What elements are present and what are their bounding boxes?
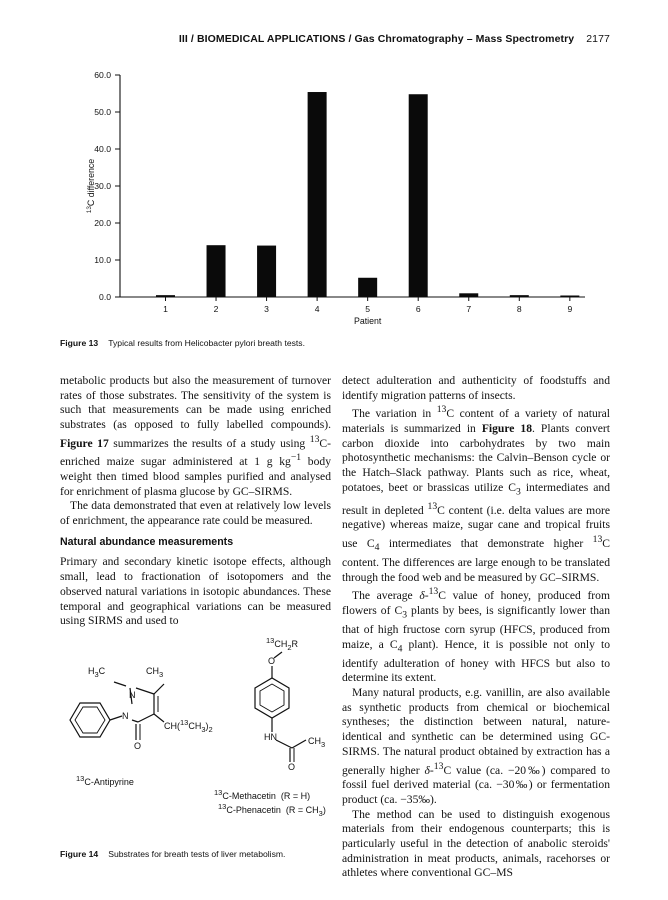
x-axis-title: Patient xyxy=(353,316,382,326)
left-paragraph-3: Primary and secondary kinetic isotope effects, although small, lead to fractionation of isotopomers and the observed natural variations in isotopic abundances. These temporal and geographical variations can be measured using SIRMS and used to xyxy=(60,555,331,628)
atom-hn: HN xyxy=(264,732,277,742)
right-paragraph-2: The variation in $^{13}$C content of a variety of natural materials is summarized in Figure 18. Plants convert carbon dioxide into carbohydrates by two main photosynthetic mechanisms: the Calvin–Benson cycle or the Hatch–Slack pathway. Plants such as rice, wheat, potatoes, beet or brassicas utilize $C_3$ intermediates and result in depleted $^{13}$C content (i.e. delta values are more negative) whereas maize, sugar cane and tropical fruits use $C_4$ intermediates that demonstrate higher $^{13}$C content. The differences are large enough to be translated through the food web and be measured by GC–SIRMS. xyxy=(342,404,611,584)
x-tick-label: 5 xyxy=(365,304,371,314)
figure-14-label: Figure 14 xyxy=(60,849,99,859)
chart-labels xyxy=(86,70,572,326)
x-tick-label: 7 xyxy=(466,304,472,314)
atom-ch2r: $^{13}CH_2R$ xyxy=(266,636,299,652)
bar-patient-1 xyxy=(156,295,175,297)
chart-bars xyxy=(156,92,579,297)
atom-ch3-right: $CH_3$ xyxy=(308,736,326,749)
bar-patient-9 xyxy=(560,296,579,298)
atom-ch-label: $CH(^{13}CH_3)_2$ xyxy=(164,718,213,734)
bar-patient-8 xyxy=(510,295,529,297)
x-tick-label: 6 xyxy=(415,304,421,314)
bar-chart xyxy=(60,60,590,330)
y-tick-label: 20.0 xyxy=(94,218,111,229)
right-column xyxy=(342,374,610,881)
header-title: III / BIOMEDICAL APPLICATIONS / Gas Chromatography – Mass Spectrometry xyxy=(178,33,575,45)
x-tick-label: 9 xyxy=(567,304,573,314)
x-tick-label: 4 xyxy=(314,304,320,314)
left-paragraph-2: The data demonstrated that even at relatively low levels of enrichment, the appearance rate could be measured. xyxy=(60,499,331,528)
x-tick-label: 3 xyxy=(264,304,269,314)
y-tick-label: 40.0 xyxy=(94,144,111,155)
atom-ch3-top: $CH_3$ xyxy=(146,666,164,679)
right-paragraph-4: Many natural products, e.g. vanillin, are also available as synthetic products from chemical or biochemical syntheses; the distinction between natural, nature-identical and synthetic can be determined using GC-SIRMS. The natural product obtained by extraction has a generally higher δ-$^{13}$C value (ca. −20‰) compared to fossil fuel derived material (ca. −30‰) or fermentation product (ca. −35‰). xyxy=(342,686,610,806)
y-tick-label: 10.0 xyxy=(94,255,111,266)
atom-o1: O xyxy=(134,741,142,751)
running-header xyxy=(0,33,610,45)
bar-patient-3 xyxy=(257,246,276,297)
phenacetin-name: $^{13}$C-Phenacetin $(R = CH_3)$ xyxy=(218,802,326,818)
methacetin-name: $^{13}$C-Methacetin (R = H) xyxy=(214,788,311,801)
right-paragraph-3: The average δ-$^{13}$C value of honey, produced from flowers of $C_3$ plants by bees, is significantly lower than that of high fructose corn syrup (HFCS, produced from maize, a $C_4$ plant). Hence, it is possible not only to identify adulteration of honey with HFCS but also to determine its extent. xyxy=(342,586,610,685)
figure-13-caption xyxy=(60,338,305,348)
y-axis-title: $^{13}$C difference xyxy=(86,158,96,214)
y-tick-label: 50.0 xyxy=(94,107,111,118)
y-tick-label: 0.0 xyxy=(99,292,111,303)
figure-14-caption xyxy=(60,849,285,859)
bar-patient-7 xyxy=(459,293,478,297)
atom-h3c: $H_3C$ xyxy=(88,666,106,679)
page-number: 2177 xyxy=(586,33,610,45)
x-tick-label: 8 xyxy=(516,304,522,314)
antipyrine-name: $^{13}$C-Antipyrine xyxy=(76,774,134,787)
y-tick-label: 30.0 xyxy=(94,181,111,192)
left-paragraph-1: metabolic products but also the measurement of turnover rates of those substrates. The sensitivity of the system is such that measurements can be made using enriched substrates (as opposed to fully labelled compounds). Figure 17 summarizes the results of a study using $^{13}$C-enriched maize sugar administered at 1 g $kg^{-1}$ body weight then timed blood samples purified and analysed for enrichment of plasma glucose by GC–SIRMS. xyxy=(60,374,331,498)
atom-o3: O xyxy=(288,762,296,772)
bar-patient-4 xyxy=(308,92,327,297)
left-column xyxy=(60,374,331,629)
x-tick-label: 1 xyxy=(163,304,168,314)
atom-o2: O xyxy=(268,656,276,666)
figure-13-label: Figure 13 xyxy=(60,338,99,348)
right-paragraph-1: detect adulteration and authenticity of foodstuffs and identify migration patterns of insects. xyxy=(342,374,610,402)
atom-n1: N xyxy=(129,690,136,700)
figure-13-text: Typical results from Helicobacter pylori breath tests. xyxy=(108,338,305,348)
right-paragraph-5: The method can be used to distinguish exogenous materials from their endogenous counterparts; this is particularly useful in the detection of anabolic steroids' administration in meat products, animals, racehorses or athletes where conventional GC–MS xyxy=(342,807,610,880)
bar-patient-6 xyxy=(409,94,428,297)
figure-14-structures xyxy=(60,636,340,836)
section-heading: Natural abundance measurements xyxy=(60,535,234,548)
x-tick-label: 2 xyxy=(213,304,219,314)
bar-patient-5 xyxy=(358,278,377,297)
y-tick-label: 60.0 xyxy=(94,70,111,81)
bar-patient-2 xyxy=(207,245,226,297)
chart-axes xyxy=(115,75,585,301)
figure-14-text: Substrates for breath tests of liver metabolism. xyxy=(108,849,286,859)
atom-n2: N xyxy=(122,711,129,721)
